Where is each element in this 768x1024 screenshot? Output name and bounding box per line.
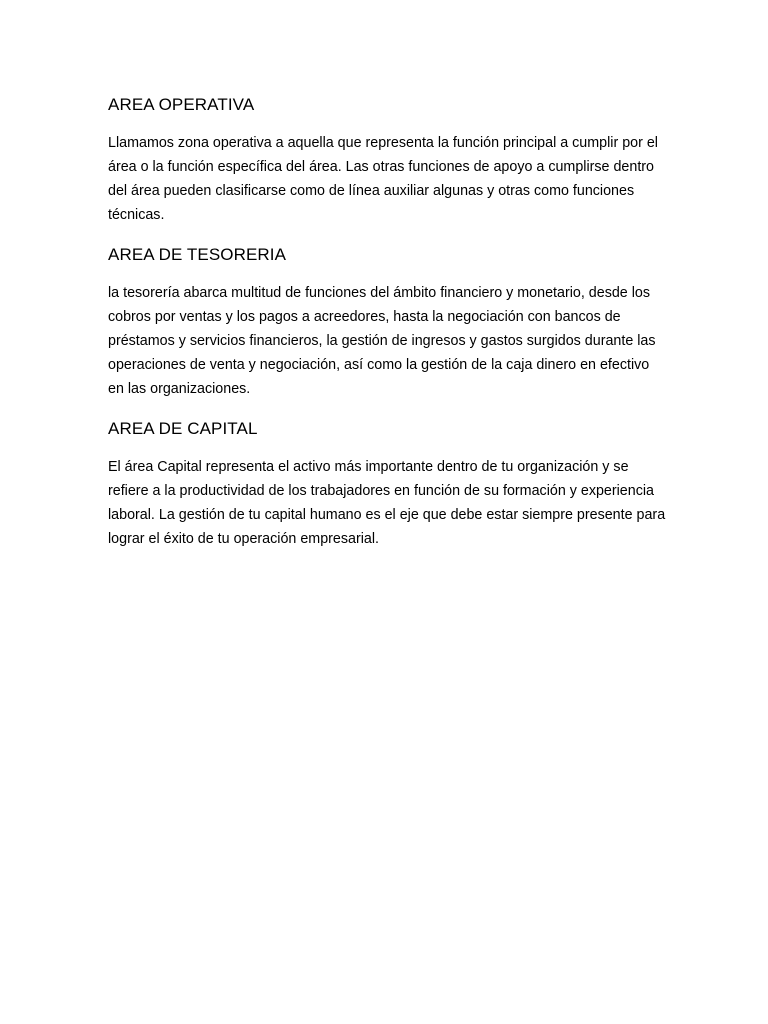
document-page <box>108 92 668 566</box>
section-heading: AREA DE CAPITAL <box>108 419 258 438</box>
section-paragraph: Llamamos zona operativa a aquella que representa la función principal a cumplir por el área o la función específica del área. Las otras funciones de apoyo a cumplirse dentro del área pueden clasificarse como de línea auxiliar algunas y otras como funciones técnicas. <box>108 135 658 223</box>
section-area-operativa <box>108 92 668 227</box>
section-paragraph: la tesorería abarca multitud de funciones del ámbito financiero y monetario, desde los cobros por ventas y los pagos a acreedores, hasta la negociación con bancos de préstamos y servicios financieros, la gestión de ingresos y gastos surgidos durante las operaciones de venta y negociación, así como la gestión de la caja dinero en efectivo en las organizaciones. <box>108 285 656 397</box>
section-heading: AREA OPERATIVA <box>108 95 255 114</box>
section-area-de-capital <box>108 416 668 551</box>
section-area-de-tesoreria <box>108 242 668 401</box>
section-heading: AREA DE TESORERIA <box>108 245 287 264</box>
section-paragraph: El área Capital representa el activo más importante dentro de tu organización y se refiere a la productividad de los trabajadores en función de su formación y experiencia laboral. La gestión de tu capital humano es el eje que debe estar siempre presente para lograr el éxito de tu operación empresarial. <box>108 459 666 547</box>
